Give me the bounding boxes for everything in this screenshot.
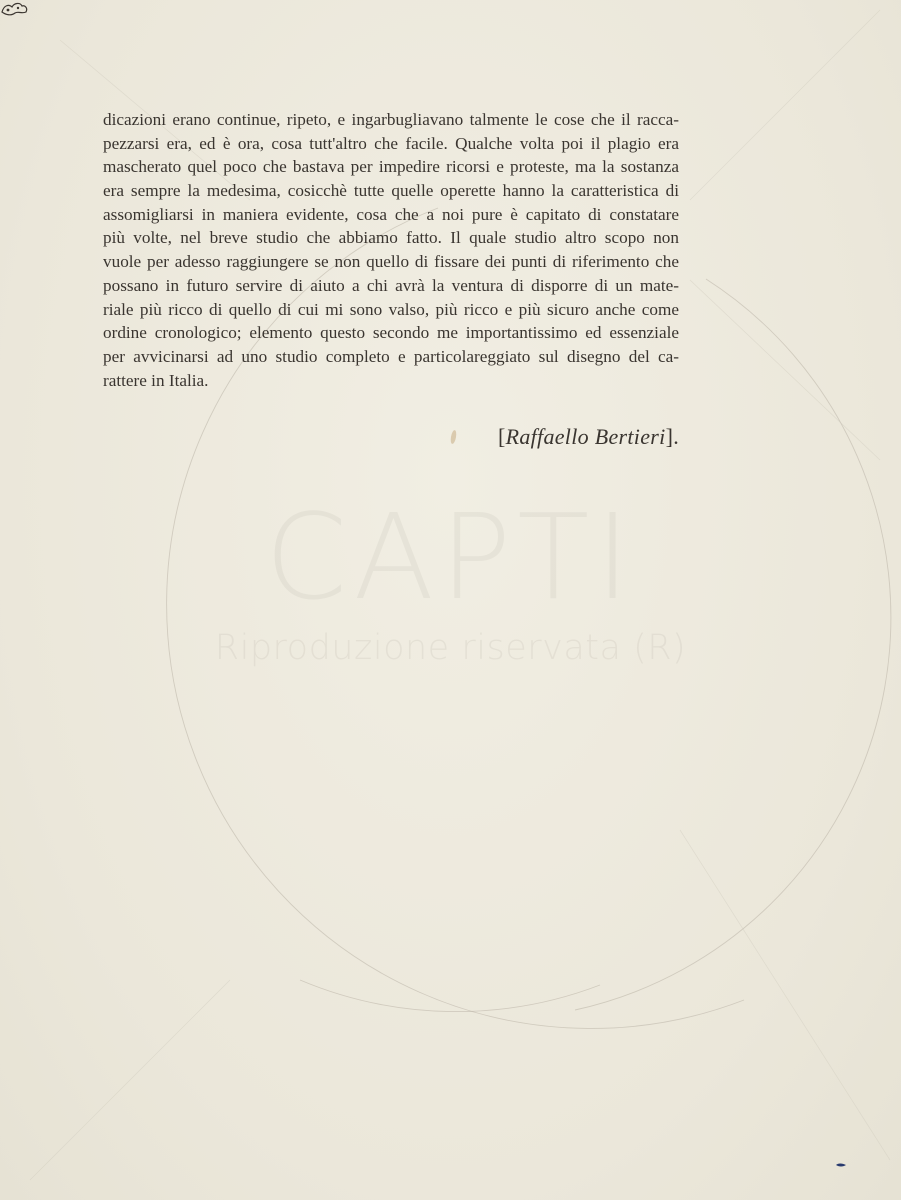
text-line: pezzarsi era, ed è ora, cosa tutt'altro che facile. Qualche volta poi il plagio era: [103, 133, 679, 153]
text-line: dicazioni erano continue, ripeto, e ingarbugliavano talmente le cose che il racca-: [103, 110, 679, 129]
signature-close-bracket: ].: [665, 424, 679, 449]
paper-stain: [450, 430, 457, 445]
signature-open-bracket: [: [497, 424, 506, 449]
text-line: riale più ricco di quello di cui mi sono valso, più ricco e più sicuro anche come: [103, 299, 679, 319]
body-text: [103, 108, 679, 392]
corner-ornament-icon: [0, 0, 30, 18]
text-line: più volte, nel breve studio che abbiamo fatto. Il quale studio altro scopo non: [103, 228, 679, 248]
author-signature: [498, 424, 679, 450]
watermark-title: CAPTI: [264, 488, 637, 626]
watermark-circle-arc-bottom: [300, 980, 600, 1012]
text-line: ordine cronologico; elemento questo secondo me importantissimo ed essenziale: [103, 323, 679, 343]
text-line: era sempre la medesima, cosicchè tutte quelle operette hanno la caratteristica di: [103, 181, 679, 201]
text-line: rattere in Italia.: [103, 370, 209, 390]
text-line: mascherato quel poco che bastava per impedire ricorsi e proteste, ma la sostanza: [103, 157, 679, 177]
text-line: assomigliarsi in maniera evidente, cosa che a noi pure è capitato di constatare: [103, 204, 679, 224]
ink-mark-icon: [835, 1162, 847, 1168]
signature-name: Raffaello Bertieri: [505, 424, 666, 449]
text-line: possano in futuro servire di aiuto a chi avrà la ventura di disporre di un mate-: [103, 275, 679, 295]
watermark-subtitle: Riproduzione riservata (R): [214, 628, 687, 668]
text-line: per avvicinarsi ad uno studio completo e particolareggiato sul disegno del ca-: [103, 346, 679, 366]
text-line: vuole per adesso raggiungere se non quello di fissare dei punti di riferimento che: [103, 252, 679, 272]
